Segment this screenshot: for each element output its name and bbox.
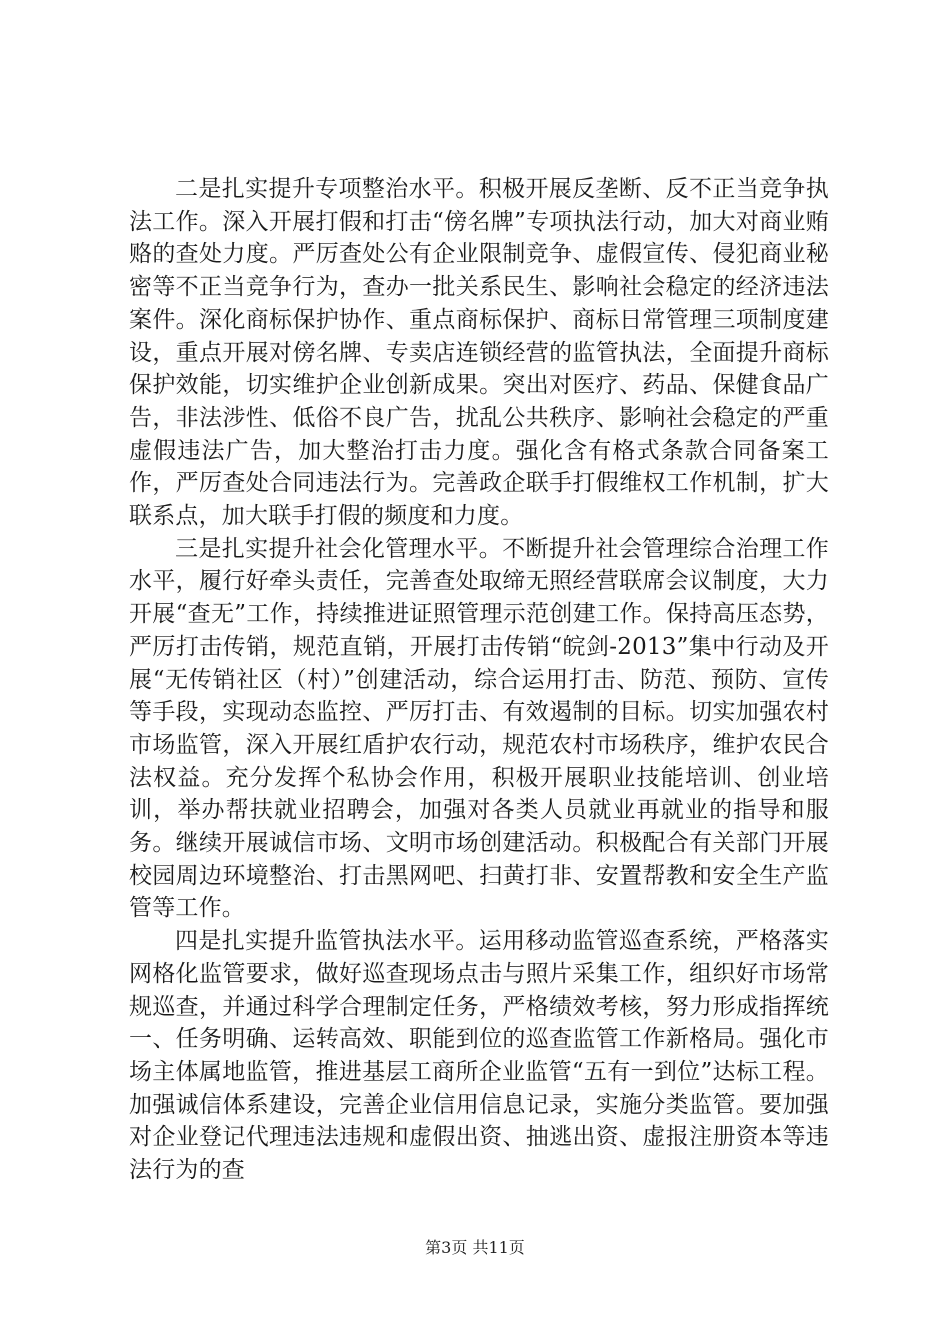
paragraph-special-rectification: 二是扎实提升专项整治水平。积极开展反垄断、反不正当竞争执法工作。深入开展打假和打击“傍名牌”专项执法行动，加大对商业贿赂的查处力度。严厉查处公有企业限制竞争、虚假宣传、侵犯商业秘密等不正当竞争行为，查办一批关系民生、影响社会稳定的经济违法案件。深化商标保护协作、重点商标保护、商标日常管理三项制度建设，重点开展对傍名牌、专卖店连锁经营的监管执法，全面提升商标保护效能，切实维护企业创新成果。突出对医疗、药品、保健食品广告，非法涉性、低俗不良广告，扰乱公共秩序、影响社会稳定的严重虚假违法广告，加大整治打击力度。强化含有格式条款合同备案工作，严厉查处合同违法行为。完善政企联手打假维权工作机制，扩大联系点，加大联手打假的频度和力度。 (129, 176, 829, 530)
paragraph-social-management: 三是扎实提升社会化管理水平。不断提升社会管理综合治理工作水平，履行好牵头责任，完善查处取缔无照经营联席会议制度，大力开展“查无”工作，持续推进证照管理示范创建工作。保持高压态势，严厉打击传销，规范直销，开展打击传销“皖剑-2013”集中行动及开展“无传销社区（村）”创建活动，综合运用打击、防范、预防、宣传等手段，实现动态监控、严厉打击、有效遏制的目标。切实加强农村市场监管，深入开展红盾护农行动，规范农村市场秩序，维护农民合法权益。充分发挥个私协会作用，积极开展职业技能培训、创业培训，举办帮扶就业招聘会，加强对各类人员就业再就业的指导和服务。继续开展诚信市场、文明市场创建活动。积极配合有关部门开展校园周边环境整治、打击黑网吧、扫黄打非、安置帮教和安全生产监管等工作。 (129, 535, 829, 922)
document-body (129, 173, 829, 1187)
paragraph-supervision-enforcement: 四是扎实提升监管执法水平。运用移动监管巡查系统，严格落实网格化监管要求，做好巡查现场点击与照片采集工作，组织好市场常规巡查，并通过科学合理制定任务，严格绩效考核，努力形成指挥统一、任务明确、运转高效、职能到位的巡查监管工作新格局。强化市场主体属地监管，推进基层工商所企业监管“五有一到位”达标工程。加强诚信体系建设，完善企业信用信息记录，实施分类监管。要加强对企业登记代理违法违规和虚假出资、抽逃出资、虚报注册资本等违法行为的查 (129, 928, 829, 1184)
page-number-footer: 第3页 共11页 (425, 1238, 525, 1257)
